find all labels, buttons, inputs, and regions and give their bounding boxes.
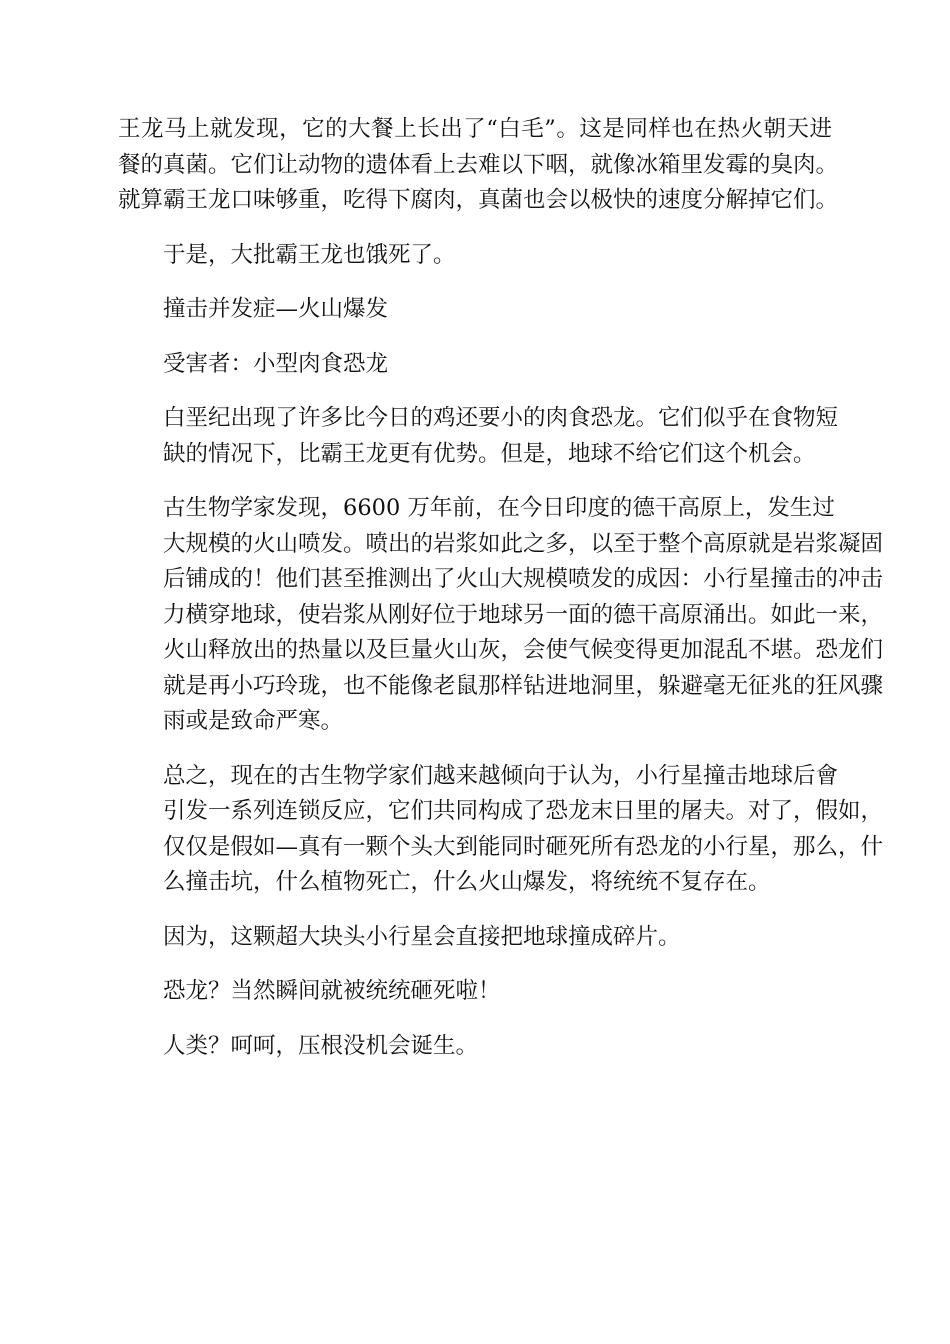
text-line: 白垩纪出现了许多比今日的鸡还要小的肉食恐龙。它们似乎在食物短 bbox=[163, 405, 839, 431]
paragraph-p8 bbox=[118, 920, 832, 956]
text-line: 就是再小巧玲珑，也不能像老鼠那样钻进地洞里，躲避毫无征兆的狂风骤 bbox=[163, 672, 884, 699]
text-line: 受害者：小型肉食恐龙 bbox=[163, 350, 389, 377]
text-line: 火山释放出的热量以及巨量火山灰，会使气候变得更加混乱不堪。恐龙们 bbox=[163, 637, 884, 663]
text-line: 力横穿地球，使岩浆从刚好位于地球另一面的德干高原涌出。如此一来， bbox=[163, 601, 884, 628]
text-line: 引发一系列连锁反应，它们共同构成了恐龙末日里的屠夫。对了，假如， bbox=[163, 798, 884, 824]
text-line: 餐的真菌。它们让动物的遗体看上去难以下咽，就像冰箱里发霉的臭肉。 bbox=[118, 151, 839, 178]
text-line: 总之，现在的古生物学家们越来越倾向于认为，小行星撞击地球后會 bbox=[163, 762, 839, 789]
text-line: 雨或是致命严寒。 bbox=[163, 708, 344, 734]
paragraph-p6 bbox=[118, 491, 884, 740]
text-line: 么撞击坑，什么植物死亡，什么火山爆发，将统统不复存在。 bbox=[163, 869, 771, 895]
paragraph-p1 bbox=[118, 112, 839, 219]
text-line: 王龙马上就发现，它的大餐上长出了“白毛”。这是同样也在热火朝天进 bbox=[118, 116, 832, 142]
text-line: 古生物学家发现，6600 万年前，在今日印度的德干高原上，发生过 bbox=[163, 495, 835, 521]
paragraph-p3 bbox=[118, 292, 832, 328]
paragraph-p10 bbox=[118, 1029, 832, 1065]
text-line: 恐龙？当然瞬间就被统统砸死啦！ bbox=[163, 978, 501, 1004]
text-line: 撞击并发症—火山爆发 bbox=[163, 296, 389, 322]
paragraph-p2 bbox=[118, 238, 832, 274]
text-line: 大规模的火山喷发。喷出的岩浆如此之多，以至于整个高原就是岩浆凝固 bbox=[163, 530, 884, 557]
text-line: 后铺成的！他们甚至推测出了火山大规模喷发的成因：小行星撞击的冲击 bbox=[163, 566, 884, 592]
paragraph-p5 bbox=[118, 401, 839, 472]
text-line: 人类？呵呵，压根没机会诞生。 bbox=[163, 1032, 479, 1059]
text-line: 仅仅是假如—真有一颗个头大到能同时砸死所有恐龙的小行星，那么，什 bbox=[163, 833, 884, 860]
text-line: 就算霸王龙口味够重，吃得下腐肉，真菌也会以极快的速度分解掉它们。 bbox=[118, 187, 839, 213]
paragraph-p9 bbox=[118, 974, 832, 1010]
text-line: 缺的情况下，比霸王龙更有优势。但是，地球不给它们这个机会。 bbox=[163, 440, 816, 467]
text-line: 于是，大批霸王龙也饿死了。 bbox=[163, 241, 456, 268]
paragraph-p4 bbox=[118, 347, 832, 383]
text-line: 因为，这颗超大块头小行星会直接把地球撞成碎片。 bbox=[163, 923, 681, 950]
document-body bbox=[118, 112, 884, 1083]
paragraph-p7 bbox=[118, 759, 884, 901]
